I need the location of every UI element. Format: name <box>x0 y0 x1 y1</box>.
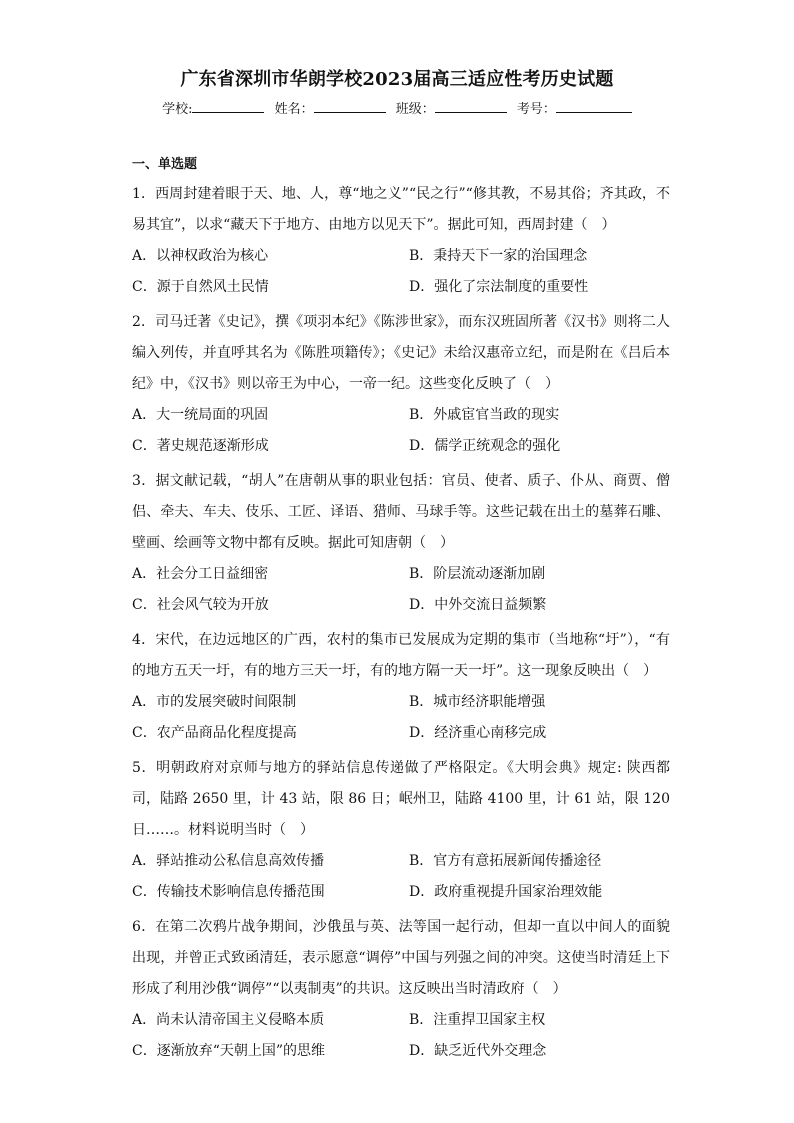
class-label: 班级： <box>395 102 435 117</box>
option-d[interactable]: D．政府重视提升国家治理效能 <box>409 884 603 900</box>
question-stem: 1．西周封建着眼于天、地、人，尊“地之义”“民之行”“修其教，不易其俗；齐其政，不易其宜”，以求“藏天下于地方、由地方以见天下”。据此可知，西周封建（ ） <box>132 186 670 233</box>
option-a[interactable]: A．社会分工日益细密 <box>132 566 269 582</box>
option-list <box>132 400 670 462</box>
name-label: 姓名： <box>274 102 314 117</box>
option-list <box>132 1005 670 1067</box>
option-a[interactable]: A．以神权政治为核心 <box>132 248 269 264</box>
option-b[interactable]: B．官方有意拓展新闻传播途径 <box>409 853 602 869</box>
option-c[interactable]: C．传输技术影响信息传播范围 <box>132 884 325 900</box>
exam-title: 广东省深圳市华朗学校2023届高三适应性考历史试题 <box>180 69 614 90</box>
name-field <box>275 98 386 121</box>
question-2 <box>132 307 794 462</box>
option-list <box>132 241 670 303</box>
option-c[interactable]: C．著史规范逐渐形成 <box>132 438 269 454</box>
question-stem: 3．据文献记载，“胡人”在唐朝从事的职业包括：官员、使者、质子、仆从、商贾、僧侣、牵夫、车夫、伎乐、工匠、译语、猎师、马球手等。这些记载在出土的墓葬石雕、壁画、绘画等文物中都有反映。据此可知唐朝（ ） <box>132 473 670 551</box>
student-info-line <box>132 98 662 121</box>
option-a[interactable]: A．市的发展突破时间限制 <box>132 694 297 710</box>
class-blank <box>435 98 507 113</box>
option-b[interactable]: B．阶层流动逐渐加剧 <box>409 566 546 582</box>
option-d[interactable]: D．强化了宗法制度的重要性 <box>409 279 589 295</box>
exam-number-field <box>517 98 632 121</box>
question-3 <box>132 466 794 621</box>
school-field <box>162 98 264 121</box>
option-list <box>132 559 670 621</box>
option-d[interactable]: D．中外交流日益频繁 <box>409 597 547 613</box>
question-stem: 5．明朝政府对京师与地方的驿站信息传递做了严格限定。《大明会典》规定: 陕西都司，陆路 2650 里，计 43 站，限 86 日；岷州卫，陆路 4100 里，计 61 站，限 120 日……。材料说明当时（ ） <box>132 760 670 838</box>
option-list <box>132 846 670 908</box>
option-c[interactable]: C．农产品商品化程度提高 <box>132 725 297 741</box>
school-blank <box>192 98 264 113</box>
question-4 <box>132 625 794 749</box>
option-b[interactable]: B．秉持天下一家的治国理念 <box>409 248 588 264</box>
question-stem: 6．在第二次鸦片战争期间，沙俄虽与英、法等国一起行动，但却一直以中间人的面貌出现，并曾正式致函清廷，表示愿意“调停”中国与列强之间的冲突。这使当时清廷上下形成了利用沙俄“调停”“以夷制夷”的共识。这反映出当时清政府（ ） <box>132 919 670 997</box>
option-list <box>132 687 670 749</box>
option-b[interactable]: B．外戚宦官当政的现实 <box>409 407 560 423</box>
option-d[interactable]: D．儒学正统观念的强化 <box>409 438 561 454</box>
option-a[interactable]: A．尚未认清帝国主义侵略本质 <box>132 1012 325 1028</box>
option-c[interactable]: C．逐渐放弃“天朝上国”的思维 <box>132 1043 326 1059</box>
class-field <box>396 98 507 121</box>
section-heading: 一、单选题 <box>132 157 198 172</box>
question-stem: 4．宋代，在边远地区的广西，农村的集市已发展成为定期的集市（当地称“圩”），“有的地方五天一圩，有的地方三天一圩，有的地方隔一天一圩”。这一现象反映出（ ） <box>132 632 670 679</box>
school-label: 学校: <box>162 102 193 117</box>
option-a[interactable]: A．驿站推动公私信息高效传播 <box>132 853 325 869</box>
question-6 <box>132 912 794 1067</box>
question-stem: 2．司马迁著《史记》，撰《项羽本纪》《陈涉世家》，而东汉班固所著《汉书》则将二人编入列传，并直呼其名为《陈胜项籍传》；《史记》未给汉惠帝立纪，而是附在《吕后本纪》中，《汉书》则以帝王为中心，一帝一纪。这些变化反映了（ ） <box>132 314 670 392</box>
question-1 <box>132 179 794 303</box>
option-d[interactable]: D．缺乏近代外交理念 <box>409 1043 547 1059</box>
question-5 <box>132 753 794 908</box>
option-c[interactable]: C．源于自然风土民情 <box>132 279 269 295</box>
option-c[interactable]: C．社会风气较为开放 <box>132 597 269 613</box>
option-b[interactable]: B．城市经济职能增强 <box>409 694 546 710</box>
exam-number-blank <box>556 98 632 113</box>
option-a[interactable]: A．大一统局面的巩固 <box>132 407 269 423</box>
option-d[interactable]: D．经济重心南移完成 <box>409 725 547 741</box>
name-blank <box>314 98 386 113</box>
exam-number-label: 考号： <box>516 102 556 117</box>
option-b[interactable]: B．注重捍卫国家主权 <box>409 1012 546 1028</box>
